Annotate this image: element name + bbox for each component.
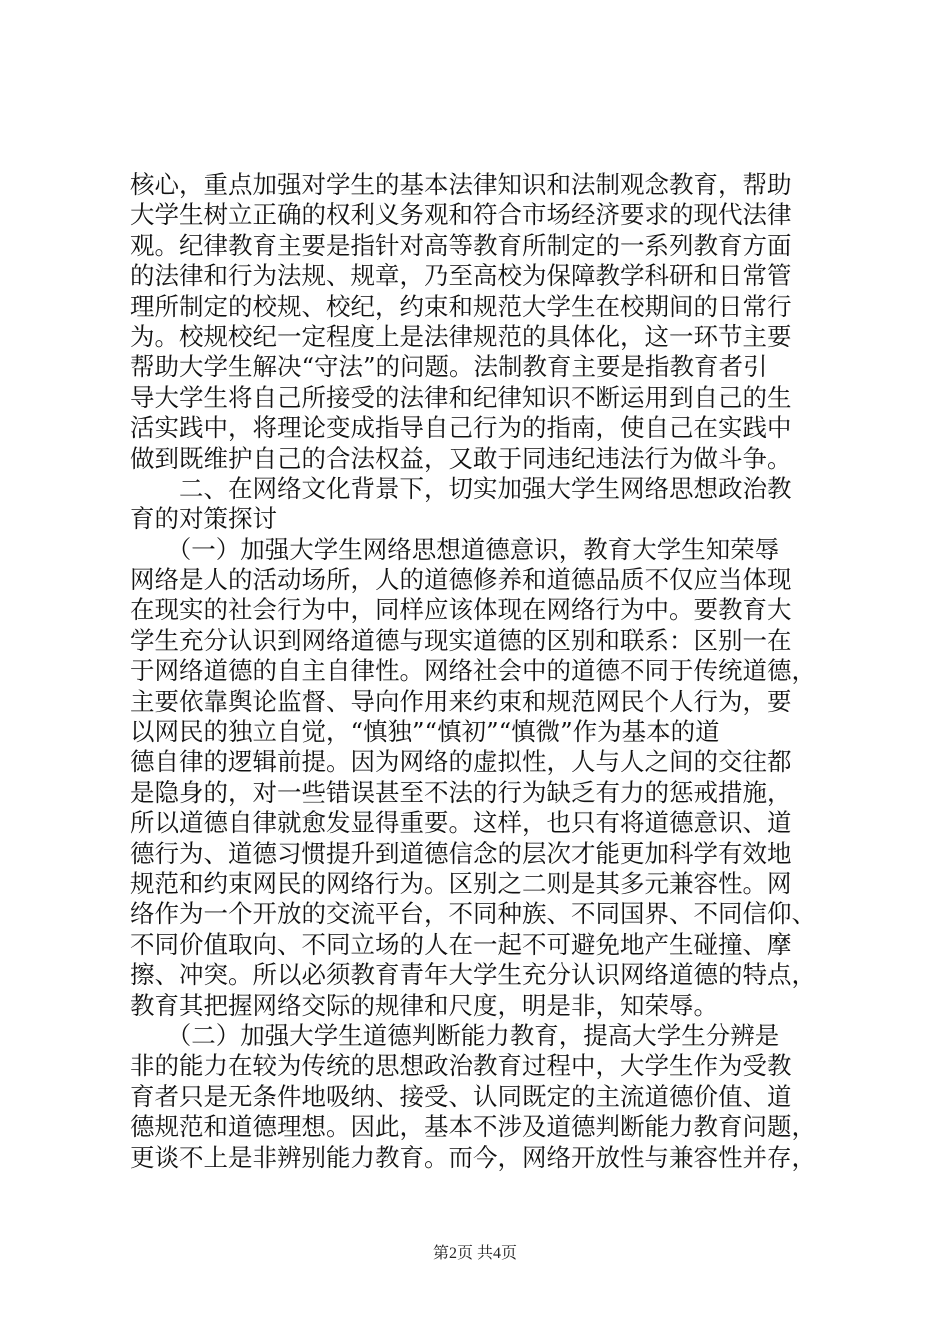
body-line: 观。纪律教育主要是指针对高等教育所制定的一系列教育方面 <box>130 230 792 260</box>
body-line: 德规范和道德理想。因此，基本不涉及道德判断能力教育问题， <box>130 1112 816 1142</box>
body-line: 的法律和行为法规、规章，乃至高校为保障教学科研和日常管 <box>130 261 792 291</box>
body-line: 育者只是无条件地吸纳、接受、认同既定的主流道德价值、道 <box>130 1081 792 1111</box>
body-line: 做到既维护自己的合法权益，又敢于同违纪违法行为做斗争。 <box>130 443 792 473</box>
body-line: 帮助大学生解决“守法”的问题。法制教育主要是指教育者引 <box>130 352 768 382</box>
body-line: 活实践中，将理论变成指导自己行为的指南，使自己在实践中 <box>130 413 792 443</box>
body-line: 所以道德自律就愈发显得重要。这样，也只有将道德意识、道 <box>130 808 792 838</box>
body-line: 非的能力在较为传统的思想政治教育过程中，大学生作为受教 <box>130 1051 792 1081</box>
body-line: 是隐身的，对一些错误甚至不法的行为缺乏有力的惩戒措施， <box>130 777 792 807</box>
body-line: 二、在网络文化背景下，切实加强大学生网络思想政治教 <box>130 473 792 503</box>
body-line: （一）加强大学生网络思想道德意识，教育大学生知荣辱 <box>130 534 780 564</box>
body-line: 更谈不上是非辨别能力教育。而今，网络开放性与兼容性并存， <box>130 1142 816 1172</box>
body-line: 不同价值取向、不同立场的人在一起不可避免地产生碰撞、摩 <box>130 929 792 959</box>
page-footer: 第2页 共4页 <box>432 1245 517 1262</box>
body-line: 以网民的独立自觉，“慎独”“慎初”“慎微”作为基本的道 <box>130 717 720 747</box>
body-line: 网络是人的活动场所，人的道德修养和道德品质不仅应当体现 <box>130 565 792 595</box>
body-line: 擦、冲突。所以必须教育青年大学生充分认识网络道德的特点， <box>130 960 816 990</box>
body-line: 德行为、道德习惯提升到道德信念的层次才能更加科学有效地 <box>130 838 792 868</box>
body-line: 理所制定的校规、校纪，约束和规范大学生在校期间的日常行 <box>130 291 792 321</box>
body-line: 教育其把握网络交际的规律和尺度，明是非，知荣辱。 <box>130 990 718 1020</box>
body-text <box>130 170 830 1173</box>
body-line: 育的对策探讨 <box>130 504 277 534</box>
body-line: 络作为一个开放的交流平台，不同种族、不同国界、不同信仰、 <box>130 899 816 929</box>
body-line: 德自律的逻辑前提。因为网络的虚拟性，人与人之间的交往都 <box>130 747 792 777</box>
body-line: 规范和约束网民的网络行为。区别之二则是其多元兼容性。网 <box>130 868 792 898</box>
body-line: 主要依靠舆论监督、导向作用来约束和规范网民个人行为，要 <box>130 686 792 716</box>
body-line: （二）加强大学生道德判断能力教育，提高大学生分辨是 <box>130 1020 780 1050</box>
body-line: 学生充分认识到网络道德与现实道德的区别和联系：区别一在 <box>130 625 792 655</box>
body-line: 导大学生将自己所接受的法律和纪律知识不断运用到自己的生 <box>130 382 792 412</box>
body-line: 在现实的社会行为中，同样应该体现在网络行为中。要教育大 <box>130 595 792 625</box>
body-line: 核心，重点加强对学生的基本法律知识和法制观念教育，帮助 <box>130 170 792 199</box>
body-line: 于网络道德的自主自律性。网络社会中的道德不同于传统道德， <box>130 656 816 686</box>
body-line: 为。校规校纪一定程度上是法律规范的具体化，这一环节主要 <box>130 321 792 351</box>
body-line: 大学生树立正确的权利义务观和符合市场经济要求的现代法律 <box>130 200 792 230</box>
